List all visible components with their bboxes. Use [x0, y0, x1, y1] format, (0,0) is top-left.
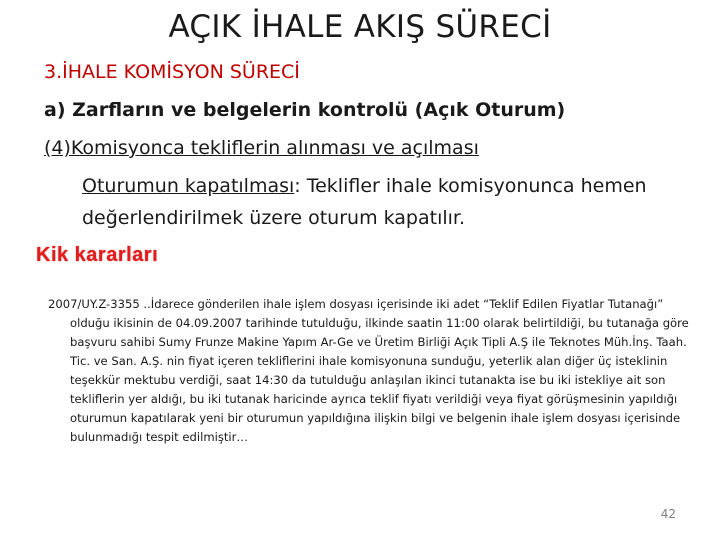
page-number: 42 [660, 507, 676, 521]
session-closing-term: Oturumun kapatılması [82, 175, 295, 197]
session-closing-text: : Teklifler ihale komisyonunca hemen değerlendirilmek üzere oturum kapatılır. [82, 175, 647, 229]
kik-decision-text: 2007/UY.Z-3355 ..İdarece gönderilen ihale işlem dosyası içerisinde iki adet “Teklif Edilen Fiyatlar Tutanağı” olduğu ikisinin de 04.09.2007 tarihinde tutulduğu, ilkinde saatin 11:00 olarak belirtildiği, bu tutanağa göre başvuru sahibi Sumy Frunze Makine Yapım Ar-Ge ve Üretim Birliği Açık Tipli A.Ş ile Teknotes Müh.İnş. Taah. Tic. ve San. A.Ş. nin fiyat içeren tekliflerini ihale komisyonuna sunduğu, yeterlik alan diğer üç isteklinin teşekkür mektubu verdiği, saat 14:30 da tutulduğu anlaşılan ikinci tutanakta ise bu iki istekliye ait son tekliflerin yer aldığı, bu iki tutanak haricinde ayrıca teklif fiyatı verildiği veya fiyat görüşmesinin yapıldığı oturumun kapatılarak yeni bir oturumun yapıldığına ilişkin bilgi ve belgenin ihale işlem dosyası içerisinde bulunmadığı tespit edilmiştir… [48, 297, 689, 444]
heading-envelope-control: a) Zarfların ve belgelerin kontrolü (Açık Oturum) [44, 99, 566, 121]
kik-decisions-heading: Kik kararları [36, 244, 159, 266]
slide-title: AÇIK İHALE AKIŞ SÜRECİ [168, 9, 552, 45]
section-subtitle: 3.İHALE KOMİSYON SÜRECİ [44, 61, 300, 83]
session-closing-paragraph [82, 170, 692, 234]
heading-offers-opening: (4)Komisyonca tekliflerin alınması ve açılması [44, 137, 479, 159]
